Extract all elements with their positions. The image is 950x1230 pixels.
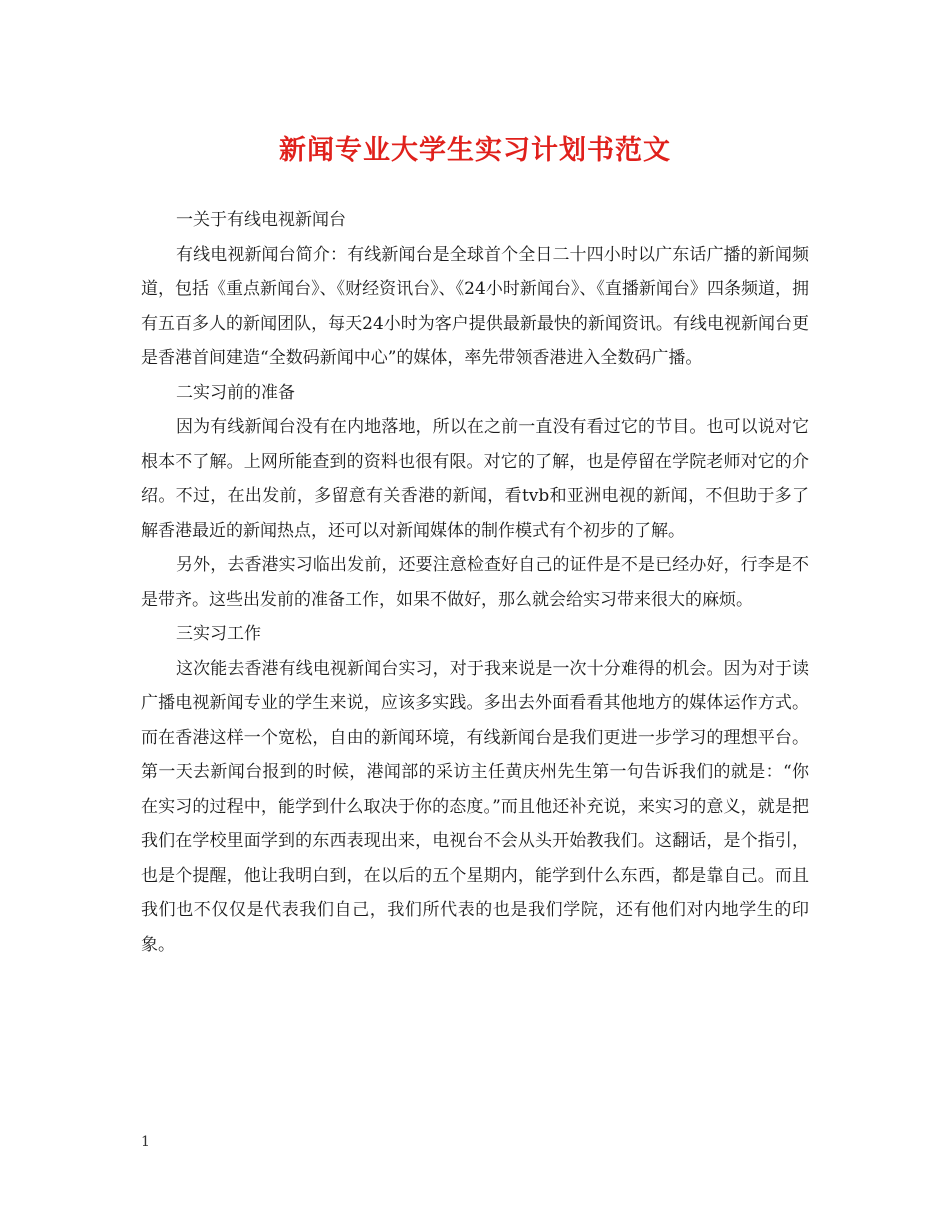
document-title: 新闻专业大学生实习计划书范文 bbox=[279, 135, 671, 166]
paragraph-intro: 有线电视新闻台简介：有线新闻台是全球首个全日二十四小时以广东话广播的新闻频道，包括《重点新闻台》、《财经资讯台》、《24小时新闻台》、《直播新闻台》四条频道，拥有五百多人的新闻团队，每天24小时为客户提供最新最快的新闻资讯。有线电视新闻台更是香港首间建造“全数码新闻中心”的媒体，率先带领香港进入全数码广播。 bbox=[141, 244, 809, 368]
paragraph-preparation: 因为有线新闻台没有在内地落地，所以在之前一直没有看过它的节目。也可以说对它根本不了解。上网所能查到的资料也很有限。对它的了解，也是停留在学院老师对它的介绍。不过，在出发前，多留意有关香港的新闻，看tvb和亚洲电视的新闻，不但助于多了解香港最近的新闻热点，还可以对新闻媒体的制作模式有个初步的了解。 bbox=[141, 417, 809, 541]
document-body bbox=[141, 203, 809, 962]
paragraph-preparation-2: 另外，去香港实习临出发前，还要注意检查好自己的证件是不是已经办好，行李是不是带齐。这些出发前的准备工作，如果不做好，那么就会给实习带来很大的麻烦。 bbox=[141, 555, 809, 610]
page-number: 1 bbox=[141, 1134, 150, 1150]
heading-section-3: 三实习工作 bbox=[176, 624, 261, 644]
heading-section-2: 二实习前的准备 bbox=[176, 382, 295, 403]
paragraph-work: 这次能去香港有线电视新闻台实习，对于我来说是一次十分难得的机会。因为对于读广播电视新闻专业的学生来说，应该多实践。多出去外面看看其他地方的媒体运作方式。而在香港这样一个宽松，自由的新闻环境，有线新闻台是我们更进一步学习的理想平台。第一天去新闻台报到的时候，港闻部的采访主任黄庆州先生第一句告诉我们的就是：“你在实习的过程中，能学到什么取决于你的态度。”而且他还补充说，来实习的意义，就是把我们在学校里面学到的东西表现出来，电视台不会从头开始教我们。这翻话，是个指引，也是个提醒，他让我明白到，在以后的五个星期内，能学到什么东西，都是靠自己。而且我们也不仅仅是代表我们自己，我们所代表的也是我们学院，还有他们对内地学生的印象。 bbox=[141, 658, 809, 955]
heading-section-1: 一关于有线电视新闻台 bbox=[176, 210, 346, 230]
